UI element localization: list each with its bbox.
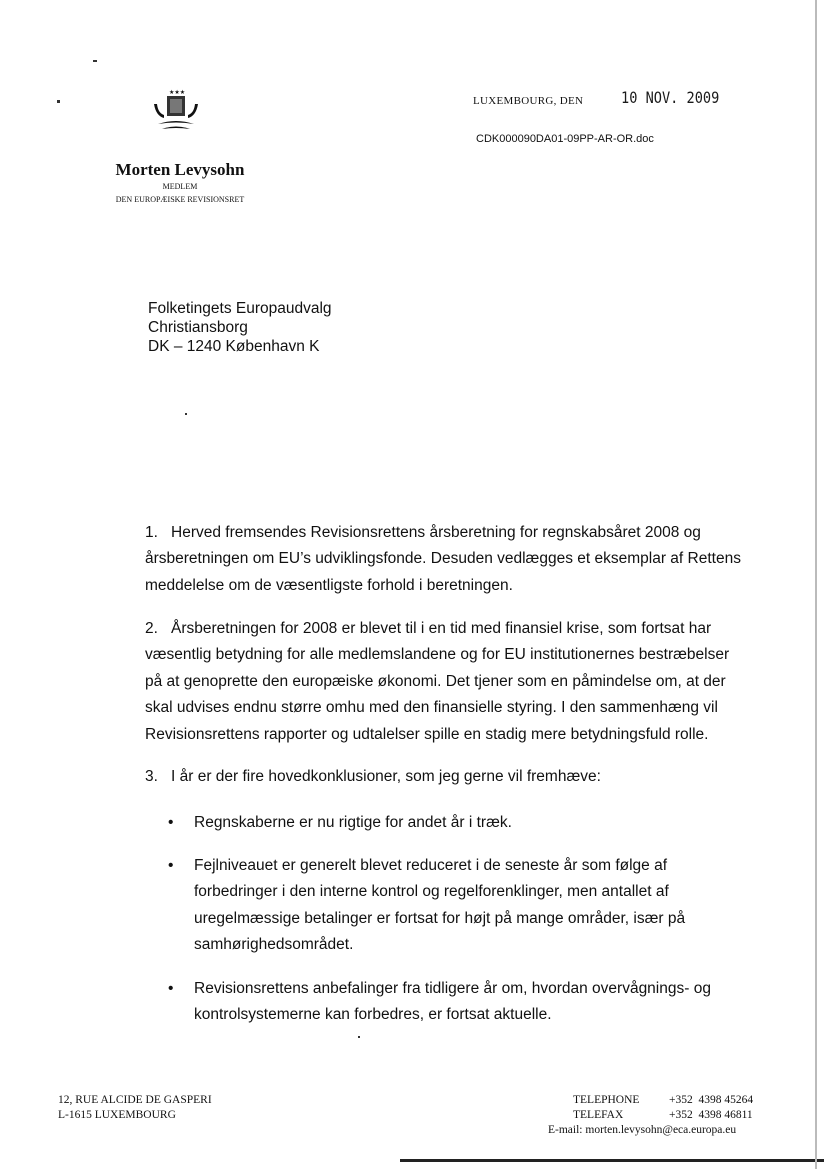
bullet-symbol: •	[168, 857, 174, 874]
telephone-label: TELEPHONE	[573, 1094, 640, 1106]
scan-speck	[93, 60, 97, 62]
paragraph-text: Herved fremsendes Revisionsrettens årsberetning for regnskabsåret 2008 og årsberetningen om EU’s udviklingsfonde. Desuden vedlægges et eksemplar af Rettens meddelelse om de væsentligste forhold i beretningen.	[145, 524, 741, 594]
footer-address	[58, 1093, 212, 1123]
bullet-item	[168, 810, 728, 836]
email-label: E-mail:	[548, 1124, 583, 1136]
scan-edge-line	[400, 1159, 824, 1162]
telephone-row	[548, 1093, 753, 1108]
scan-speck	[358, 1036, 360, 1038]
paragraph-number: 1.	[145, 524, 158, 541]
paragraph-number: 3.	[145, 768, 158, 785]
bullet-symbol: •	[168, 980, 174, 997]
address-line: L-1615 LUXEMBOURG	[58, 1109, 176, 1121]
scan-speck	[185, 413, 187, 415]
paragraph-3	[145, 764, 745, 790]
email-value[interactable]: morten.levysohn@eca.europa.eu	[585, 1124, 737, 1136]
bullet-text: Regnskaberne er nu rigtige for andet år i træk.	[194, 814, 512, 831]
document-reference: CDK000090DA01-09PP-AR-OR.doc	[476, 133, 654, 145]
paragraph-text: Årsberetningen for 2008 er blevet til i en tid med finansiel krise, som fortsat har væsentlig betydning for alle medlemslandene og for EU institutionernes bestræbelser på at genoprette den europæiske økonomi. Det tjener som en påmindelse om, at der skal udvises endnu større omhu med den finansielle styring. I den sammenhæng vil Revisionsrettens rapporter og udtalelser spille en stadig mere betydningsfuld rolle.	[145, 620, 730, 743]
recipient-line: DK – 1240 København K	[148, 338, 320, 355]
paragraph-2	[145, 616, 745, 748]
telefax-label: TELEFAX	[573, 1109, 624, 1121]
bullet-item	[168, 976, 728, 1029]
bullet-text: Fejlniveauet er generelt blevet reduceret i de seneste år som følge af forbedringer i den interne kontrol og regelforenklinger, men antallet af uregelmæssige betalinger er fortsat for højt på mange områder, især på samhørighedsområdet.	[194, 857, 686, 954]
sender-role: MEDLEM	[162, 182, 198, 191]
paragraph-1	[145, 520, 745, 599]
sender-name: Morten Levysohn	[115, 160, 245, 179]
bullet-symbol: •	[168, 814, 174, 831]
paragraph-text: I år er der fire hovedkonklusioner, som jeg gerne vil fremhæve:	[171, 768, 601, 785]
place-label: LUXEMBOURG, DEN	[473, 95, 584, 107]
email-row	[548, 1123, 753, 1138]
bullet-text: Revisionsrettens anbefalinger fra tidligere år om, hvordan overvågnings- og kontrolsystemerne kan forbedres, er fortsat aktuelle.	[194, 980, 711, 1024]
scan-edge-line	[815, 0, 817, 1169]
date-stamp: 10 NOV. 2009	[621, 88, 720, 107]
bullet-item	[168, 853, 728, 959]
recipient-address	[148, 299, 332, 356]
curia-rationum-seal-logo	[134, 72, 218, 136]
telefax-value: +352 4398 46811	[669, 1109, 753, 1121]
telephone-value: +352 4398 45264	[669, 1094, 754, 1106]
recipient-line: Christiansborg	[148, 319, 248, 336]
paragraph-number: 2.	[145, 620, 158, 637]
svg-text:★★★: ★★★	[169, 89, 186, 96]
footer-contact	[548, 1093, 753, 1138]
sender-organisation: DEN EUROPÆISKE REVISIONSRET	[115, 195, 245, 204]
telefax-row	[548, 1108, 753, 1123]
scan-speck	[57, 100, 60, 103]
recipient-line: Folketingets Europaudvalg	[148, 300, 332, 317]
address-line: 12, RUE ALCIDE DE GASPERI	[58, 1094, 212, 1106]
